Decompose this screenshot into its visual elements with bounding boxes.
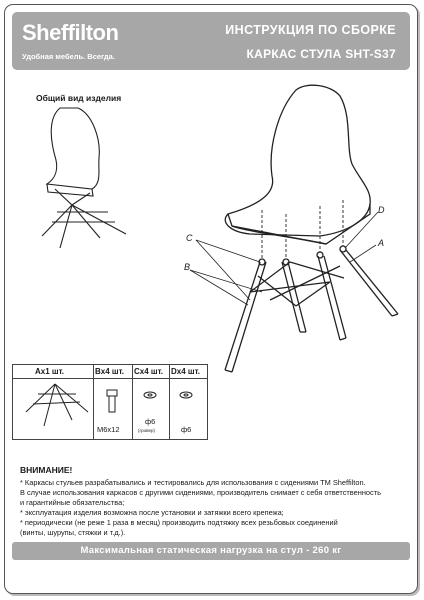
warning-line: * периодически (не реже 1 раза в месяц) производить подтяжку всех резьбовых соединений	[20, 518, 338, 527]
brand-tagline: Удобная мебель. Всегда.	[22, 52, 115, 61]
general-view-label: Общий вид изделия	[36, 93, 122, 103]
table-divider	[93, 365, 94, 439]
warning-line: и гарантийные обязательства;	[20, 498, 125, 507]
table-divider	[169, 365, 170, 439]
warning-line: В случае использования каркасов с другими сидениями, производитель снимает с себя ответственность	[20, 488, 381, 497]
callout-a: A	[378, 238, 385, 248]
part-a-header: Ax1 шт.	[35, 367, 65, 376]
warning-line: (винты, шурупы, стяжки и т.д.).	[20, 528, 126, 537]
callout-c: C	[186, 233, 193, 243]
part-d-size: ф6	[181, 425, 192, 434]
brand-logo: Sheffilton	[22, 20, 119, 45]
part-c-header: Cx4 шт.	[134, 367, 164, 376]
part-b-header: Bx4 шт.	[95, 367, 125, 376]
part-b-size: M6x12	[97, 425, 120, 434]
parts-table	[12, 364, 208, 440]
part-c-note: (гровер)	[138, 428, 155, 433]
document-subtitle: КАРКАС СТУЛА SHT-S37	[246, 47, 396, 61]
table-divider	[132, 365, 133, 439]
part-c-size: ф6	[145, 417, 156, 426]
assembly-view-chair	[190, 85, 398, 372]
table-divider	[13, 378, 207, 379]
general-view-chair	[42, 108, 126, 248]
max-load-banner: Максимальная статическая нагрузка на стул - 260 кг	[12, 542, 410, 560]
warning-line: * Каркасы стульев разрабатывались и тестировались для использования с сидениями ТМ Sheffilton.	[20, 478, 366, 487]
document-title: ИНСТРУКЦИЯ ПО СБОРКЕ	[225, 23, 396, 37]
callout-d: D	[378, 205, 385, 215]
warning-title: ВНИМАНИЕ!	[20, 465, 73, 475]
warning-line: * эксплуатация изделия возможна после установки и затяжки всего крепежа;	[20, 508, 284, 517]
part-d-header: Dx4 шт.	[171, 367, 201, 376]
callout-b: B	[184, 262, 191, 272]
